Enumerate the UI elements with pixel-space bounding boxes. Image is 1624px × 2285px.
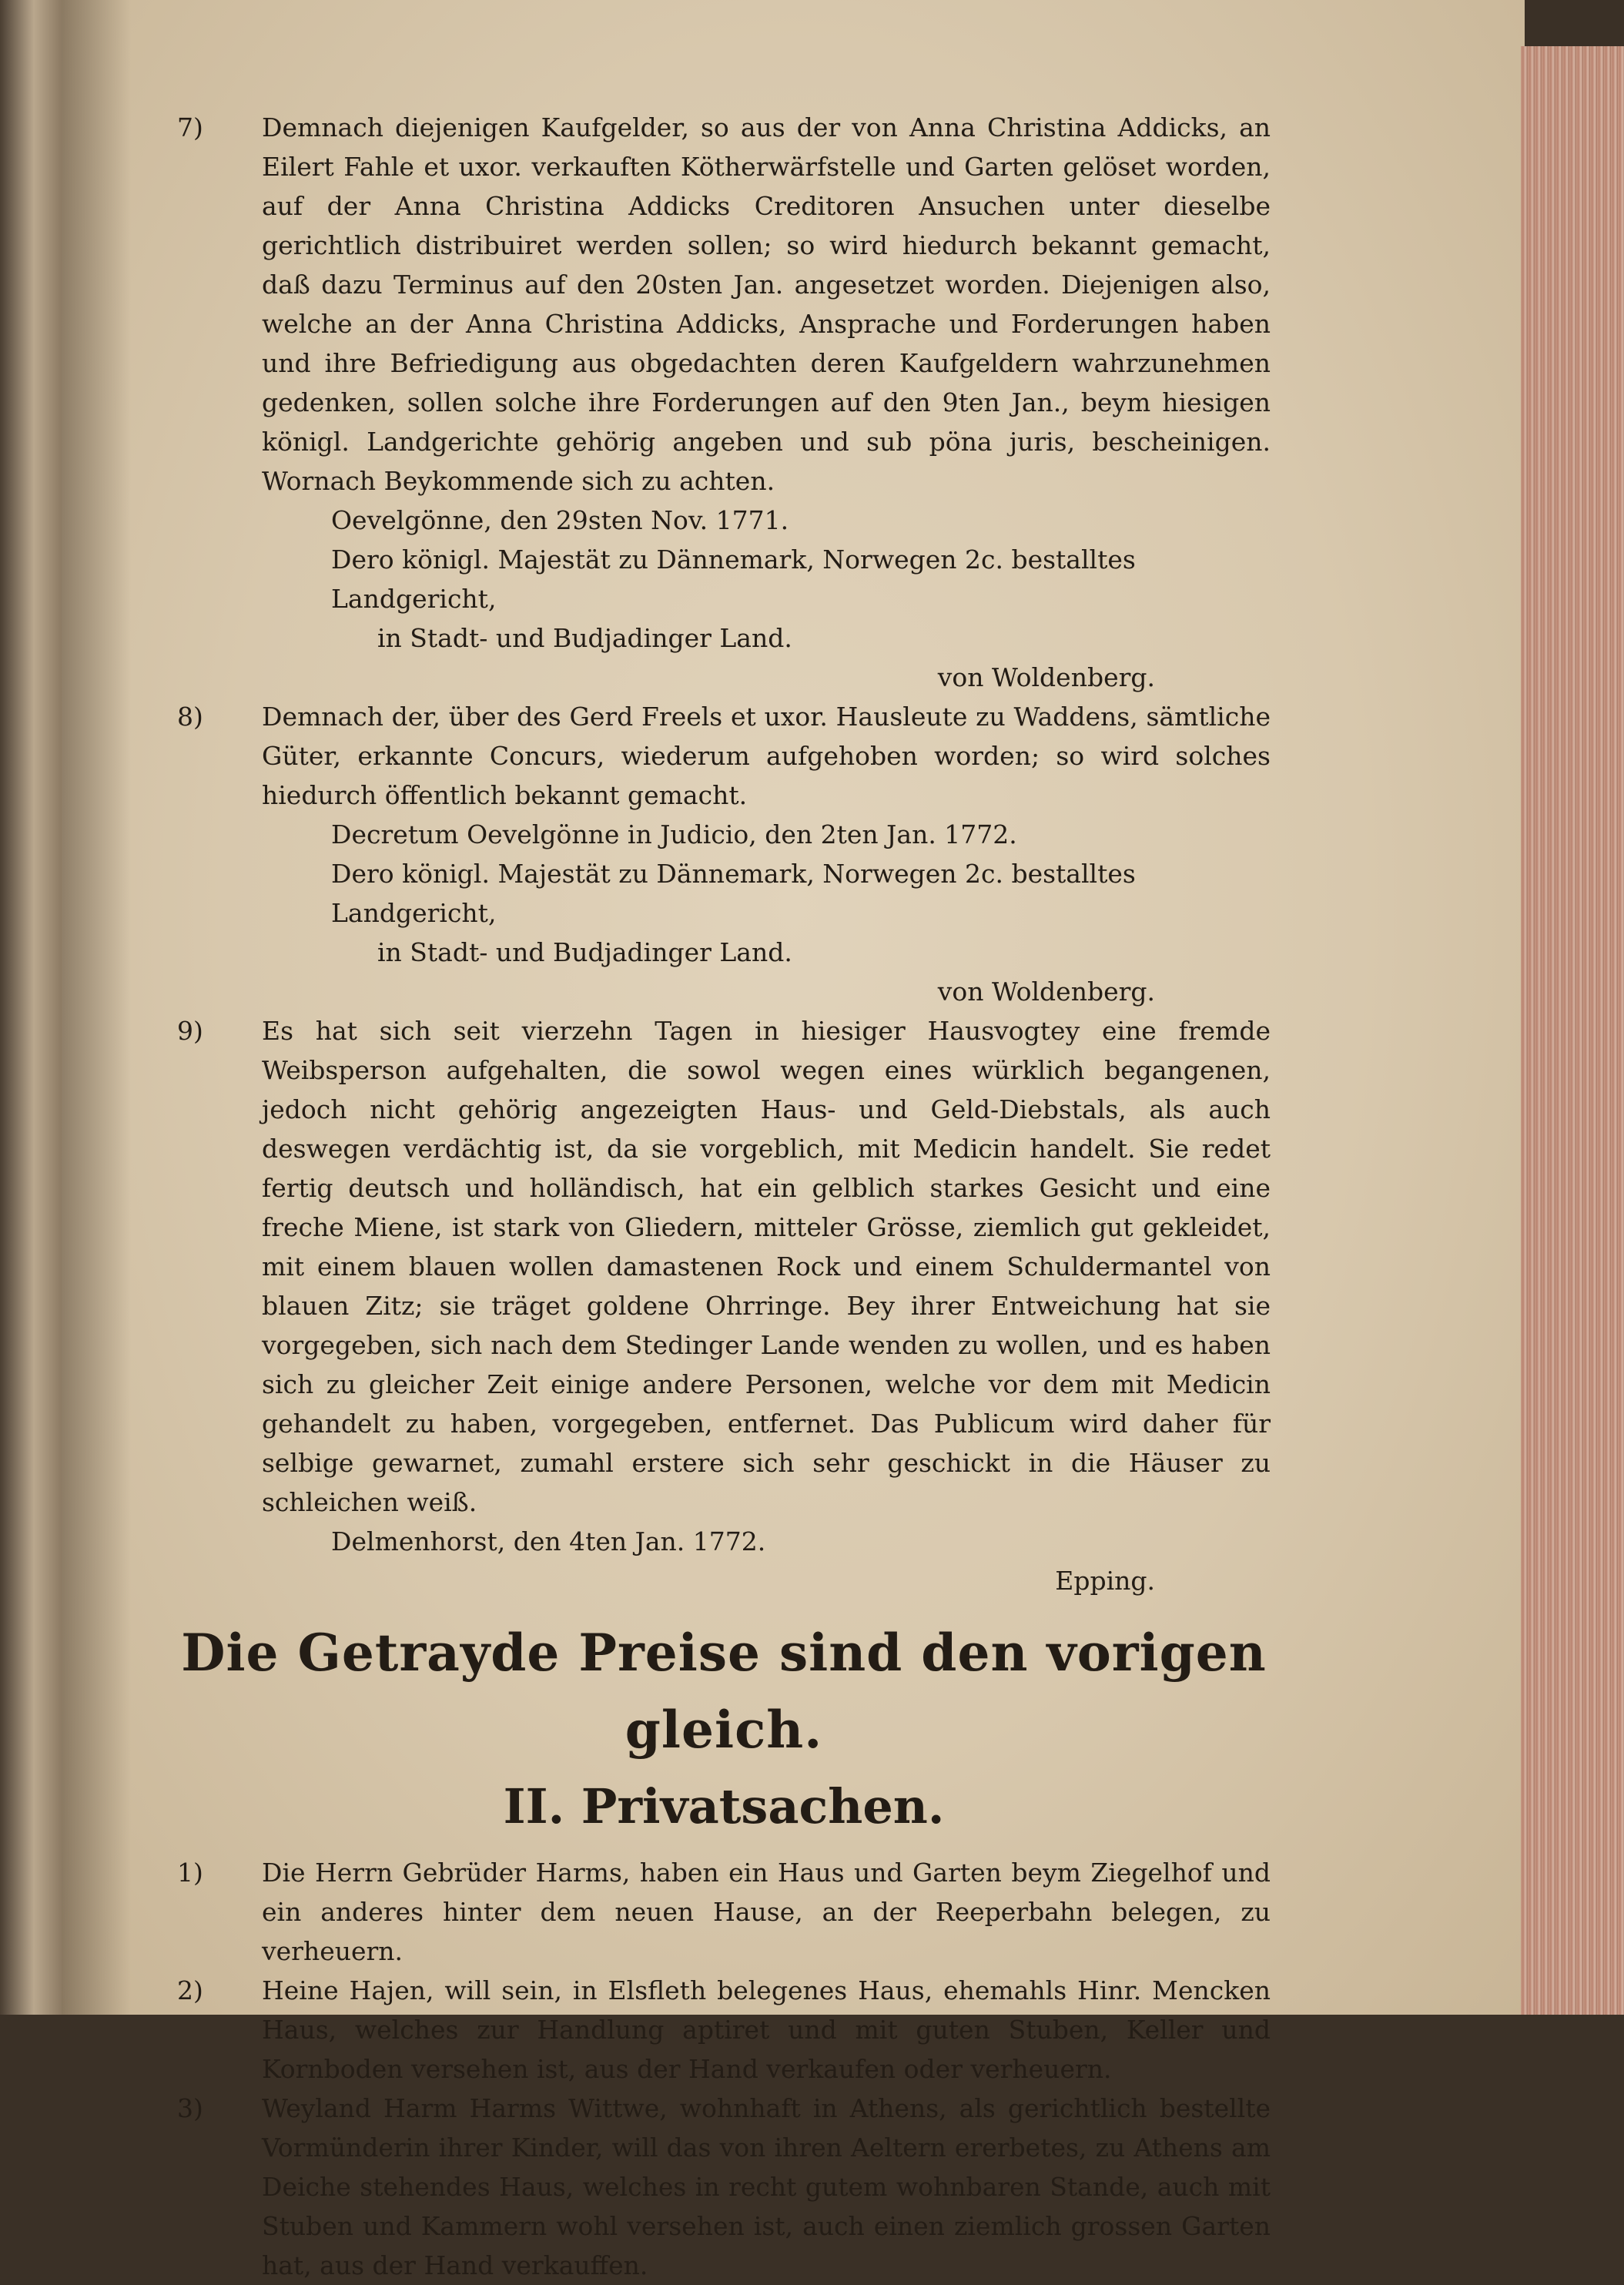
section-title: II. Privatsachen.	[503, 1778, 945, 1834]
notice-body	[177, 108, 1271, 501]
notice-authority: Dero königl. Majestät zu Dännemark, Norwegen 2c. bestalltes Landgericht,	[331, 859, 1136, 928]
notice-number: 7)	[177, 112, 203, 142]
left-page-edge	[0, 0, 62, 2015]
notice-number: 9)	[177, 1016, 203, 1046]
text-area	[177, 108, 1271, 2280]
notice-text: Heine Hajen, will sein, in Elsfleth belegenes Haus, ehemahls Hinr. Mencken Haus, welches zur Handlung aptiret und mit guten Stuben, Keller und Kornboden versehen ist, aus der Hand verkaufen oder verheuern.	[262, 1975, 1271, 2084]
notice-text: Demnach der, über des Gerd Freels et uxor. Hausleute zu Waddens, sämtliche Güter, erkannte Concurs, wiederum aufgehoben worden; so wird solches hiedurch öffentlich bekannt gemacht.	[262, 702, 1271, 810]
notice-number: 3)	[177, 2093, 203, 2123]
notice-signature: Epping.	[1055, 1566, 1155, 1596]
notice-text: Die Herrn Gebrüder Harms, haben ein Haus und Garten beym Ziegelhof und ein anderes hinter dem neuen Hause, an der Reeperbahn belegen, zu verheuern.	[262, 1858, 1271, 1966]
notice-signature: von Woldenberg.	[937, 977, 1155, 1007]
notice-body	[177, 2089, 1271, 2285]
notice-number: 2)	[177, 1975, 203, 2005]
private-notice-2	[177, 1971, 1271, 2089]
notice-text: Es hat sich seit vierzehn Tagen in hiesiger Hausvogtey eine fremde Weibsperson aufgehalten, die sowol wegen eines würklich begangenen, jedoch nicht gehörig angezeigten Haus- und Geld-Diebstals, als auch deswegen verdächtig ist, da sie vorgeblich, mit Medicin handelt. Sie redet fertig deutsch und holländisch, hat ein gelblich starkes Gesicht und eine freche Miene, ist stark von Gliedern, mitteler Grösse, ziemlich gut gekleidet, mit einem blauen wollen damastenen Rock und einem Schuldermantel von blauen Zitz; sie träget goldene Ohrringe. Bey ihrer Entweichung hat sie vorgegeben, sich nach dem Stedinger Lande wenden zu wollen, und es haben sich zu gleicher Zeit einige andere Personen, welche vor dem mit Medicin gehandelt zu haben, vorgegeben, entfernet. Das Publicum wird daher für selbige gewarnet, zumahl erstere sich sehr geschickt in die Häuser zu schleichen weiß.	[262, 1016, 1271, 1517]
notice-8	[177, 697, 1271, 1011]
notice-9	[177, 1011, 1271, 1600]
notice-authority: Dero königl. Majestät zu Dännemark, Norwegen 2c. bestalltes Landgericht,	[331, 544, 1136, 614]
notice-authority-location: in Stadt- und Budjadinger Land.	[377, 937, 792, 967]
notice-number: 1)	[177, 1858, 203, 1888]
notice-body	[177, 1971, 1271, 2089]
notice-7	[177, 108, 1271, 697]
notice-text: Demnach diejenigen Kaufgelder, so aus der von Anna Christina Addicks, an Eilert Fahle et uxor. verkauften Kötherwärfstelle und Garten gelöset worden, auf der Anna Christina Addicks Creditoren Ansuchen unter dieselbe gerichtlich distribuiret werden sollen; so wird hiedurch bekannt gemacht, daß dazu Terminus auf den 20sten Jan. angesetzet worden. Diejenigen also, welche an der Anna Christina Addicks, Ansprache und Forderungen haben und ihre Befriedigung aus obgedachten deren Kaufgeldern wahrzunehmen gedenken, sollen solche ihre Forderungen auf den 9ten Jan., beym hiesigen königl. Landgerichte gehörig angeben und sub pöna juris, bescheinigen. Wornach Beykommende sich zu achten.	[262, 112, 1271, 496]
grain-prices-headline: Die Getrayde Preise sind den vorigen gleich.	[181, 1623, 1267, 1760]
notice-signature: von Woldenberg.	[937, 662, 1155, 692]
notice-body	[177, 697, 1271, 815]
notice-authority-location: in Stadt- und Budjadinger Land.	[377, 623, 792, 653]
notice-date: Oevelgönne, den 29sten Nov. 1771.	[331, 505, 789, 535]
private-notice-1	[177, 1853, 1271, 1971]
page-stack-edges	[1521, 46, 1624, 2015]
gutter-shadow	[62, 0, 131, 2015]
notice-date: Decretum Oevelgönne in Judicio, den 2ten Jan. 1772.	[331, 819, 1017, 849]
notice-date: Delmenhorst, den 4ten Jan. 1772.	[331, 1526, 766, 1556]
notice-text: Weyland Harm Harms Wittwe, wohnhaft in Athens, als gerichtlich bestellte Vormünderin ihrer Kinder, will das von ihren Aeltern ererbetes, zu Athens am Deiche stehendes Haus, welches in recht gutem wohnbaren Stande, auch mit Stuben und Kammern wohl versehen ist, auch einen ziemlich grossen Garten hat, aus der Hand verkauffen.	[262, 2093, 1271, 2280]
notice-body	[177, 1011, 1271, 1522]
notice-body	[177, 1853, 1271, 1971]
private-notice-3	[177, 2089, 1271, 2285]
notice-number: 8)	[177, 702, 203, 732]
